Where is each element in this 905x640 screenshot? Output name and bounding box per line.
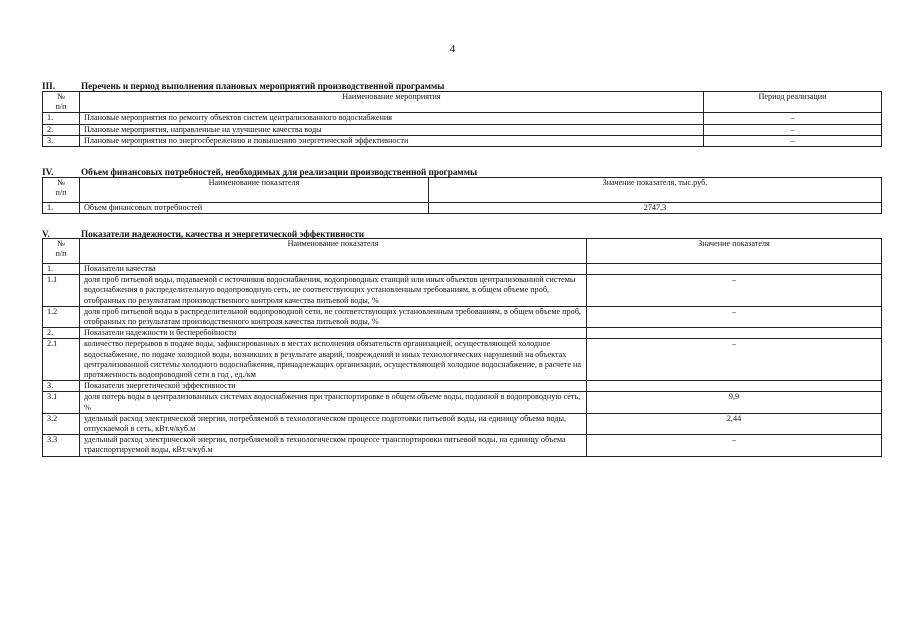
header-num: № п/п [43,92,80,113]
row-num: 2.1 [43,339,80,381]
row-name: Плановые мероприятия по энергосбережению и повышению энергетической эффективности [80,135,704,146]
section-3-table [42,91,882,147]
row-num: 3.1 [43,392,80,413]
row-value: – [587,275,882,307]
section-3-title [42,81,444,91]
table-row [43,203,882,214]
row-num: 3. [43,381,80,392]
row-name: Объем финансовых потребностей [80,203,429,214]
table-row [43,124,882,135]
header-name: Наименование мероприятия [80,92,704,113]
section-5-table [42,238,882,457]
row-period: – [704,135,882,146]
header-value: Значение показателя [587,239,882,264]
table-header-row [43,178,882,203]
table-row [43,381,882,392]
section-5-title-text: Показатели надежности, качества и энергетической эффективности [81,229,365,239]
row-name: Плановые мероприятия по ремонту объектов систем централизованного водоснабжения [80,113,704,124]
table-row [43,113,882,124]
header-period: Период реализации [704,92,882,113]
table-header-row [43,92,882,113]
row-name: доля потерь воды в централизованных системах водоснабжения при транспортировке в общем объеме воды, поданной в водопроводную сеть, % [80,392,587,413]
row-name: Показатели надежности и бесперебойности [80,328,587,339]
row-period: – [704,124,882,135]
section-3-title-text: Перечень и период выполнения плановых мероприятий производственной программы [81,81,445,91]
row-name: Показатели качества [80,264,587,275]
row-name: Плановые мероприятия, направленные на улучшение качества воды [80,124,704,135]
row-num: 3.2 [43,413,80,434]
row-value [587,381,882,392]
row-value: 9,9 [587,392,882,413]
header-num: № п/п [43,239,80,264]
row-name: доля проб питьевой воды в распределительной водопроводной сети, не соответствующих установленным требованиям, в общем объеме проб, отобранных по результатам производственного контроля качества питьевой воды, % [80,306,587,327]
table-row [43,264,882,275]
section-4-roman: IV. [42,167,54,177]
section-4-title-text: Объем финансовых потребностей, необходимых для реализации производственной программы [81,167,478,177]
row-num: 1. [43,264,80,275]
table-row [43,392,882,413]
header-name: Наименование показателя [80,178,429,203]
header-num: № п/п [43,178,80,203]
table-row [43,435,882,456]
row-value: – [587,435,882,456]
table-row [43,328,882,339]
row-value: 2747,3 [429,203,882,214]
row-name: удельный расход электрической энергии, потребляемой в технологическом процессе транспортировки питьевой воды, на единицу объема транспортируемой воды, кВт.ч/куб.м [80,435,587,456]
table-row [43,339,882,381]
row-value [587,264,882,275]
row-value: 2,44 [587,413,882,434]
table-row [43,275,882,307]
header-name: Наименование показателя [80,239,587,264]
row-num: 1.2 [43,306,80,327]
row-num: 1.1 [43,275,80,307]
table-header-row [43,239,882,264]
row-period: – [704,113,882,124]
row-num: 1. [43,113,80,124]
table-row [43,306,882,327]
row-num: 2. [43,124,80,135]
row-value [587,328,882,339]
row-name: Показатели энергетической эффективности [80,381,587,392]
row-num: 3. [43,135,80,146]
row-num: 1. [43,203,80,214]
row-name: количество перерывов в подаче воды, зафиксированных в местах исполнения обязательств организацией, осуществляющей холодное водоснабжение, по подаче холодной воды, возникших в результате аварий, повреждений и иных технологических нарушений на объектах централизованной системы холодного водоснабжения, принадлежащих организации, осуществляющей холодное водоснабжение, в расчете на протяженность водопроводной сети в год , ед./км [80,339,587,381]
table-row [43,135,882,146]
row-name: удельный расход электрической энергии, потребляемой в технологическом процессе подготовки питьевой воды, на единицу объема воды, отпускаемой в сеть, кВт.ч/куб.м [80,413,587,434]
table-row [43,413,882,434]
row-value: – [587,339,882,381]
page-number: 4 [449,43,456,55]
section-4-title [42,167,477,177]
section-5-roman: V. [42,229,50,239]
row-name: доля проб питьевой воды, подаваемой с источников водоснабжения, водопроводных станций или иных объектов централизованной системы водоснабжения в распределительную водопроводную сеть, не соответствующих установленным требованиям, в общем объеме проб, отобранных по результатам производственного контроля качества питьевой воды, % [80,275,587,307]
section-4-table [42,177,882,214]
section-3-roman: III. [42,81,56,91]
header-value: Значение показателя, тыс.руб. [429,178,882,203]
row-num: 2. [43,328,80,339]
row-num: 3.3 [43,435,80,456]
row-value: – [587,306,882,327]
